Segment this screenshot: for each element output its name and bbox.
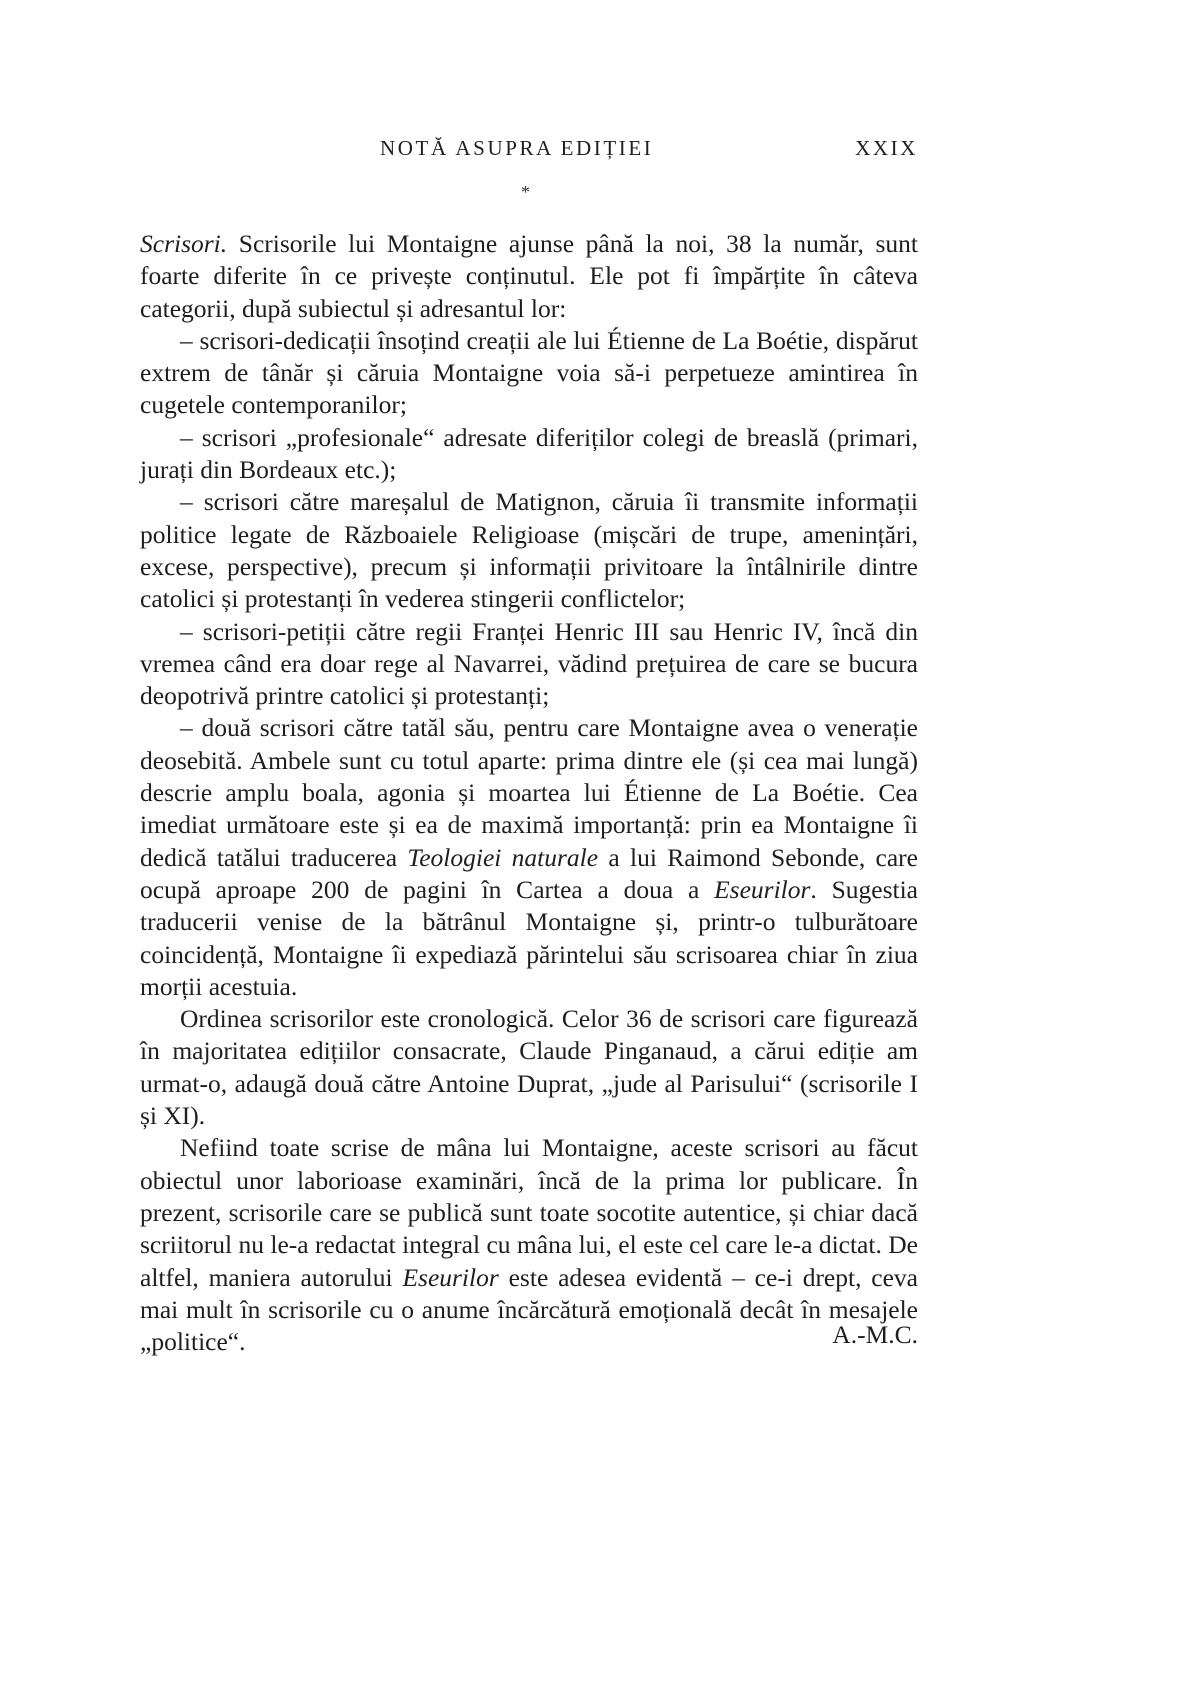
category-item: – scrisori către mareșalul de Matignon, căruia îi transmite informații politice legate de Războaiele Religioase (mișcări de trupe, amenințări, excese, perspective), precum și informații privitoare la întâlnirile dintre catolici și protestanți în vederea stingerii conflictelor; xyxy=(140,487,918,614)
page-number: XXIX xyxy=(855,136,918,160)
running-title: NOTĂ ASUPRA EDIȚIEI xyxy=(380,136,654,160)
section-asterisk: * xyxy=(521,182,530,202)
order-paragraph: Ordinea scrisorilor este cronologică. Celor 36 de scrisori care figurează în majoritatea edițiilor consacrate, Claude Pinganaud, a cărui ediție am urmat-o, adaugă două către Antoine Duprat, „jude al Parisului“ (scrisorile I și XI). xyxy=(140,1004,918,1131)
book-title-italic: Eseurilor xyxy=(714,874,811,904)
running-head xyxy=(140,136,918,166)
intro-paragraph: Scrisori. Scrisorile lui Montaigne ajunse până la noi, 38 la număr, sunt foarte diferite în ce privește conținutul. Ele pot fi împărțite în câteva categorii, după subiectul și adresantul lor: xyxy=(140,229,918,323)
category-item-father-letters: – două scrisori către tatăl său, pentru care Montaigne avea o venerație deosebită. Ambele sunt cu totul aparte: prima dintre ele (și cea mai lungă) descrie amplu boala, agonia și moartea lui Étienne de La Boétie. Cea imediat următoare este și ea de maximă importanță: prin ea Montaigne îi dedică tatălui traducerea Teologiei naturale a lui Raimond Sebonde, care ocupă aproape 200 de pagini în Cartea a doua a Eseurilor. Sugestia traducerii venise de la bătrânul Montaigne și, printr-o tulburătoare coincidență, Montaigne îi expediază părintelui său scrisoarea chiar în ziua morții acestuia. xyxy=(140,713,918,1001)
book-title-italic: Teologiei naturale xyxy=(407,842,599,872)
category-item: – scrisori-dedicații însoțind creații ale lui Étienne de La Boétie, dispărut extrem de tânăr și căruia Montaigne voia să-i perpetueze amintirea în cugetele contemporanilor; xyxy=(140,325,918,420)
book-title-italic: Eseurilor xyxy=(402,1262,499,1292)
author-signature: A.-M.C. xyxy=(832,1320,918,1349)
section-lead-italic: Scrisori. xyxy=(140,229,228,258)
category-item: – scrisori-petiții către regii Franței Henric III sau Henric IV, încă din vremea când era doar rege al Navarrei, vădind prețuirea de care se bucura deopotrivă printre catolici și protestanți; xyxy=(140,616,918,711)
body-text xyxy=(140,228,918,1358)
category-item: – scrisori „profesionale“ adresate diferiților colegi de breaslă (primari, jurați din Bordeaux etc.); xyxy=(140,422,918,485)
authenticity-paragraph: Nefiind toate scrise de mâna lui Montaigne, aceste scrisori au făcut obiectul unor laborioase examinări, încă de la prima lor publicare. În prezent, scrisorile care se publică sunt toate socotite autentice, și chiar dacă scriitorul nu le-a redactat integral cu mâna lui, el este cel care le-a dictat. De altfel, maniera autorului Eseurilor este adesea evidentă – ce-i drept, ceva mai mult în scrisorile cu o anume încărcătură emoțională decât în mesajele „politice“. xyxy=(140,1133,919,1357)
